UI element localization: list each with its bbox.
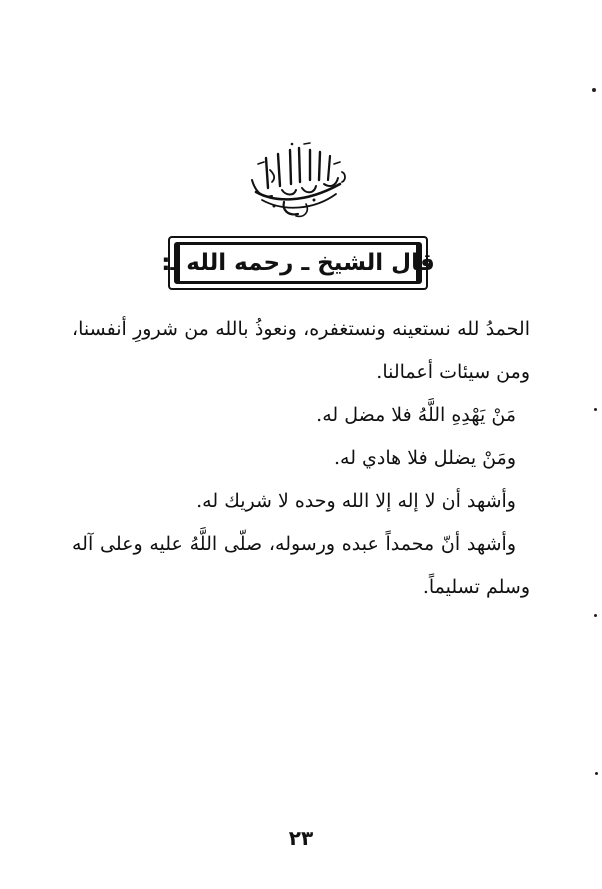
paragraph: وأشهد أن لا إله إلا الله وحده لا شريك له. xyxy=(196,490,516,512)
scan-speck xyxy=(595,772,598,775)
section-title-inner-frame xyxy=(161,242,435,284)
scan-speck xyxy=(594,614,597,617)
section-title-frame xyxy=(161,236,435,290)
paragraph: وأشهد أنّ محمداً عبده ورسوله، صلّى اللَّهُ عليه وعلى آله وسلم تسليماً. xyxy=(72,533,530,598)
scan-speck xyxy=(594,408,597,411)
section-title: قال الشيخ ـ رحمه الله ـ: xyxy=(161,249,435,276)
body-text xyxy=(72,308,530,609)
basmala-calligraphy xyxy=(244,140,354,220)
paragraph: الحمدُ لله نستعينه ونستغفره، ونعوذُ بالله من شرورِ أنفسنا، ومن سيئات أعمالنا. xyxy=(72,318,530,383)
paragraph: مَنْ يَهْدِهِ اللَّهُ فلا مضل له. xyxy=(316,404,516,426)
page-number: ٢٣ xyxy=(288,826,314,850)
scan-speck xyxy=(592,88,596,92)
paragraph: ومَنْ يضلل فلا هادي له. xyxy=(334,447,516,469)
basmala-calligraphy-icon xyxy=(244,140,354,220)
